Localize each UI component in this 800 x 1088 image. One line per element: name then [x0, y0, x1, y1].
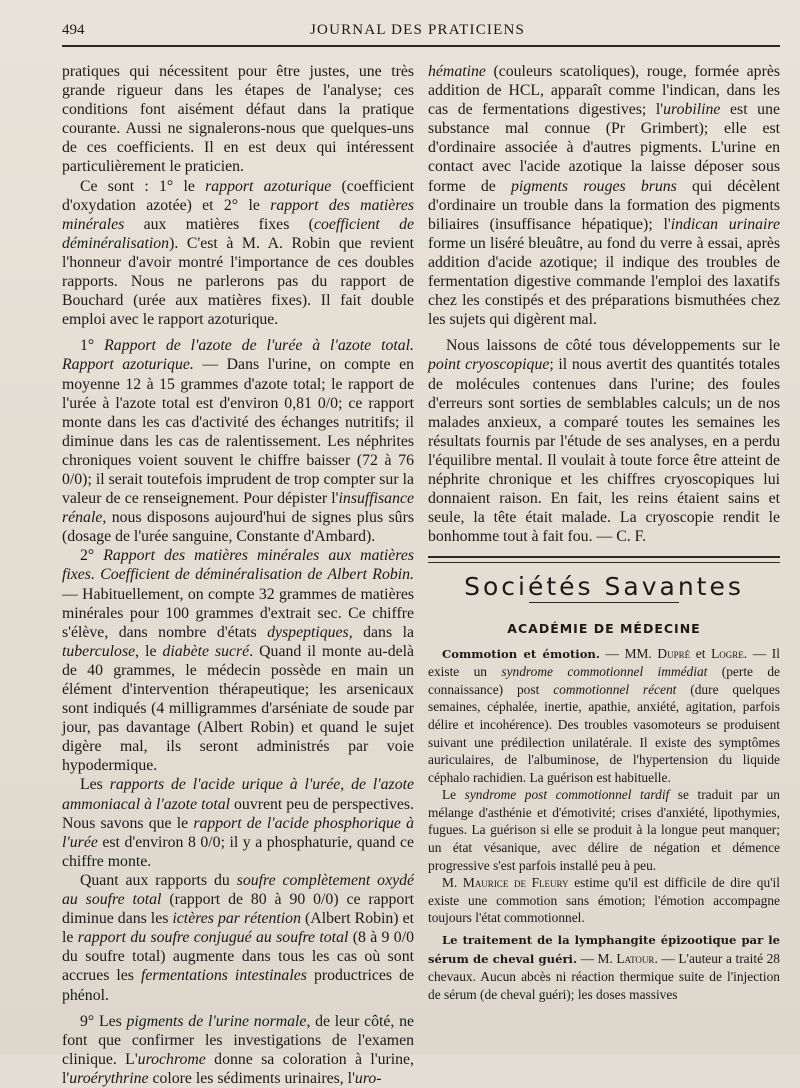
right-column	[428, 62, 780, 1003]
paragraph: Les rapports de l'acide urique à l'urée, de l'azote ammoniacal à l'azote total ouvrent peu de perspectives. Nous savons que le rapport de l'acide phosphorique à l'urée est d'environ 8 0/0; il y a phosphaturie, quand ce chiffre monte.	[62, 776, 415, 870]
subsection-heading: ACADÉMIE DE MÉDECINE	[507, 621, 701, 637]
running-head	[62, 22, 780, 44]
paragraph: 2° Rapport des matières minérales aux matières fixes. Coefficient de déminéralisation de Albert Robin. — Habituellement, on compte 32 grammes de matières minérales pour 100 grammes d'extrait sec. Ce chiffre s'élève, dans nombre d'états dyspeptiques, dans la tuberculose, le diabète sucré. Quand il monte au-delà de 40 grammes, le médecin possède en main un élément d'intervention thérapeutique; les arsenicaux sont indiqués (4 milligrammes d'arséniate de soude par jour, pas davantage (Albert Robin) et quand le sujet digère mal, ils seront administrés par voie hypodermique.	[62, 547, 415, 775]
page-number: 494	[62, 22, 85, 38]
section-title: Sociétés Savantes	[464, 572, 744, 602]
paragraph: pratiques qui nécessitent pour être justes, une très grande rigueur dans les étapes de l'analyse; ces conditions font aisément défaut dans la pratique courante. Aussi ne signalerons-nous que quelques-uns de ces coefficients. Il en est deux qui intéressent particulièrement le praticien.	[62, 63, 414, 176]
paragraph: 1° Rapport de l'azote de l'urée à l'azote total. Rapport azoturique. — Dans l'urine, on compte en moyenne 12 à 15 grammes d'azote total; le rapport de l'urée à l'azote total est d'environ 0,81 0/0; ce rapport monte dans les cas d'activité des échanges nutritifs; il diminue dans les cas de ralentissement. Les néphrites chroniques voient souvent le chiffre baisser (72 à 76 0/0); il serait toutefois imprudent de trop compter sur la valeur de ce renseignement. Pour dépister l'insuffisance rénale, nous disposons aujourd'hui de signes plus sûrs (dosage de l'urée sanguine, Constante d'Ambard).	[62, 337, 414, 546]
paragraph: hématine (couleurs scatoliques), rouge, formée après addition de HCL, apparaît comme l'indican, dans les cas de fermentations digestives; l'urobiline est une substance mal connue (Pr Grimbert); elle est d'ordinaire associée à d'autres pigments. L'urine en contact avec l'acide azotique la laisse déposer sous forme de pigments rouges bruns qui décèlent d'ordinaire un trouble dans la formation des pigments biliaires (insuffisance hépatique); l'indican urinaire forme un liséré bleuâtre, au fond du verre à essai, après addition d'acide azotique; il indique des troubles de fermentation digestive commande l'emploi des laxatifs chez les constipés et des préparations bismuthées chez les sujets qui digèrent mal.	[428, 63, 780, 329]
report-entry: M. Maurice de Fleury estime qu'il est difficile de dire qu'il existe une commotion sans émotion; l'émotion accompagne toujours l'état commotionnel.	[428, 875, 780, 926]
society-reports	[428, 645, 780, 1004]
left-column	[62, 62, 414, 1088]
paragraph: Nous laissons de côté tous développements sur le point cryoscopique; il nous avertit des quantités totales de molécules contenues dans l'urine; des foules d'erreurs sont sorties de semblables calculs; un de nos malades anxieux, a comparé toutes les semaines les résultats fournis par l'étude de ses analyses, en a perdu l'équilibre mental. Il voulait à toute force être atteint de néphrite chronique et les chiffres cryoscopiques lui donnaient raison. En fait, les reins étaient sains et seule, la tête était malade. La cryoscopie rendit le bonhomme tout à fait fou. — C. F.	[428, 337, 780, 546]
report-entry: Commotion et émotion. — MM. Dupré et Logre. — Il existe un syndrome commotionnel immédiat (perte de connaissance) post commotionnel récent (dure quelques semaines, céphalée, inertie, apathie, anxiété, agitation, parfois délire et incohérence). Des troubles vasomoteurs se produisent suivant une prédilection unilatérale. Il existe des symptômes auriculaires, de l'albuminose, de l'hypertension du liquide céphalo rachidien. La guérison est habituelle.	[428, 645, 780, 785]
report-title: Le traitement de la lymphangite épizootique par le sérum de cheval guéri.	[428, 933, 780, 966]
section-divider	[428, 556, 780, 563]
header-rule	[62, 45, 780, 47]
paragraph: 9° Les pigments de l'urine normale, de leur côté, ne font que confirmer les investigations de l'examen clinique. L'urochrome donne sa coloration à l'urine, l'uroérythrine colore les sédiments urinaires, l'uro-	[62, 1012, 414, 1087]
paragraph: Quant aux rapports du soufre complètement oxydé au soufre total (rapport de 80 à 90 0/0) ce rapport diminue dans les ictères par rétention (Albert Robin) et le rapport du soufre conjugué au soufre total (8 à 9 0/0 du soufre total) augmente dans tous les cas où sont accrues les fermentations intestinales productrices de phénol.	[62, 871, 414, 1004]
report-entry: Le traitement de la lymphangite épizootique par le sérum de cheval guéri. — M. Latour. — L'auteur a traité 28 chevaux. Aucun abcès ni réaction thermique suite de l'injection de sérum (de cheval guéri); les doses massives	[428, 933, 780, 1002]
report-title: Commotion et émotion.	[442, 646, 600, 661]
title-underline	[529, 602, 679, 603]
report-entry: Le syndrome post commotionnel tardif se traduit par un mélange d'asthénie et d'émotivité; crises d'anxiété, lipothymies, fugues. La guérison si elle se produit à la longue peut manquer; un état vésanique, avec délire de négation et démence progressive s'est parfois installé peu à peu.	[428, 787, 780, 873]
journal-title: JOURNAL DES PRATICIENS	[310, 22, 526, 38]
paragraph: Ce sont : 1° le rapport azoturique (coefficient d'oxydation azotée) et 2° le rapport des matières minérales aux matières fixes (coefficient de déminéralisation). C'est à M. A. Robin que revient l'honneur d'avoir montré l'importance de ces doubles rapports. Nous ne parlerons pas du rapport de Bouchard (urée aux matières fixes). Il fait double emploi avec le rapport azoturique.	[62, 177, 414, 329]
